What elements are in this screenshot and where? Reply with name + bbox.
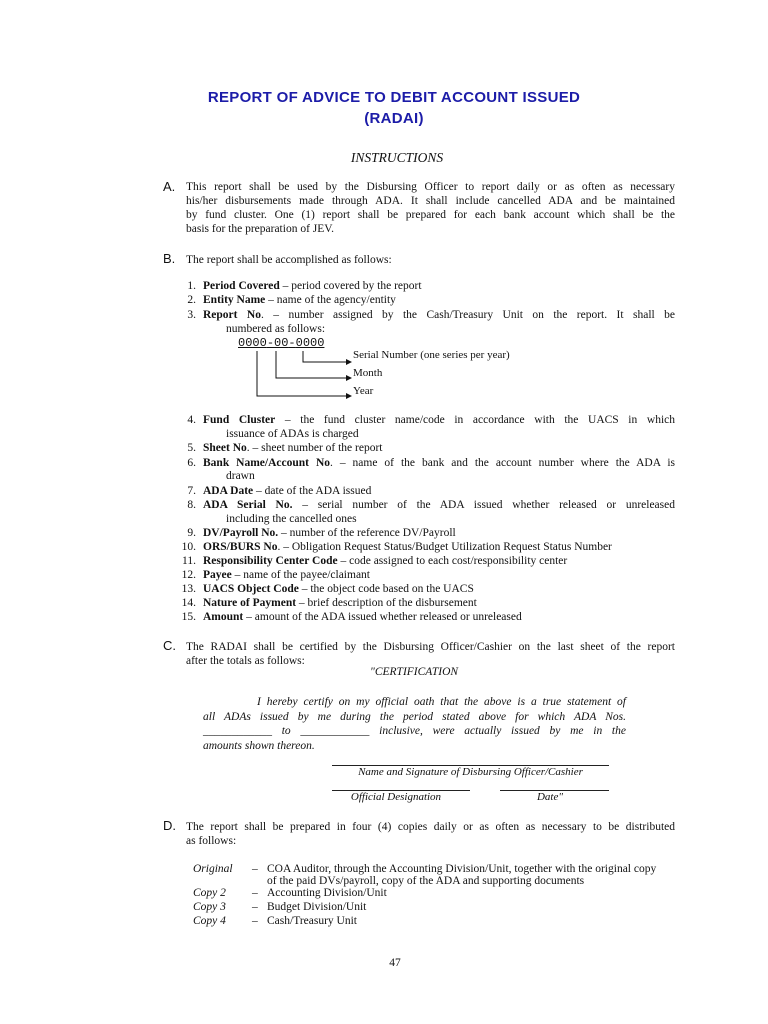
list-item-number: 15. — [181, 611, 196, 623]
distribution-copy: Copy 3 — [193, 901, 226, 913]
list-item-number: 5. — [187, 442, 196, 454]
distribution-copy: Original — [193, 863, 233, 875]
list-item-number: 12. — [181, 569, 196, 581]
list-item-term: Period Covered — [203, 280, 280, 292]
list-item-continuation: drawn — [226, 470, 255, 482]
list-item-number: 4. — [187, 414, 196, 426]
list-item-term: Sheet No — [203, 442, 247, 454]
distribution-dash: – — [252, 887, 258, 899]
list-item — [0, 484, 768, 498]
certification-heading: "CERTIFICATION — [370, 666, 459, 678]
list-item-number: 1. — [187, 280, 196, 292]
list-item-description: . – number assigned by the Cash/Treasury Unit on the report. It shall be — [260, 309, 676, 321]
list-item-term: DV/Payroll No. — [203, 527, 279, 539]
certification-line: I hereby certify on my official oath that the above is a true statement of — [257, 696, 626, 708]
serial-arrow — [303, 351, 351, 362]
section-d-paragraph — [186, 820, 675, 848]
format-year-label: Year — [353, 385, 374, 397]
list-item-description: – code assigned to each cost/responsibility center — [337, 555, 568, 567]
list-item-number: 11. — [182, 555, 196, 567]
format-month-label: Month — [353, 367, 383, 379]
section-d-line: as follows: — [186, 835, 237, 847]
section-c-line: after the totals as follows: — [186, 655, 305, 667]
list-item-number: 13. — [181, 583, 196, 595]
list-item — [0, 441, 768, 455]
date-label: Date" — [536, 791, 563, 803]
distribution-dash: – — [252, 901, 258, 913]
list-item-term: ADA Date — [203, 485, 254, 497]
list-item — [0, 456, 768, 470]
list-item — [0, 610, 768, 624]
list-item-description: – amount of the ADA issued whether released or unreleased — [243, 611, 522, 623]
list-item-description: – the fund cluster name/code in accordance with the UACS in which — [275, 414, 675, 426]
designation-label: Official Designation — [350, 791, 442, 803]
page-number: 47 — [389, 957, 401, 969]
list-item-number: 14. — [181, 597, 196, 609]
year-arrow — [257, 351, 351, 396]
section-b-intro: The report shall be accomplished as follows: — [186, 254, 392, 266]
list-item-term: ADA Serial No. — [203, 499, 293, 511]
month-arrow — [276, 351, 351, 378]
certification-line: ____________ to ____________ inclusive, were actually issued by me in the — [203, 725, 626, 737]
list-item-term: Nature of Payment — [203, 597, 297, 609]
format-year-code: 0000 — [238, 336, 267, 350]
distribution-dash: – — [252, 915, 258, 927]
list-item — [0, 498, 768, 512]
section-c-letter: C. — [163, 638, 176, 653]
list-item-term: Fund Cluster — [203, 414, 276, 426]
list-item-description: – period covered by the report — [279, 280, 422, 292]
list-item-term: Entity Name — [203, 294, 266, 306]
section-a-line: by fund cluster. One (1) report shall be prepared for each bank account which shall be the — [186, 209, 675, 221]
distribution-copy: Copy 2 — [193, 887, 226, 899]
list-item-term: Report No — [203, 309, 261, 321]
instructions-heading: INSTRUCTIONS — [350, 150, 444, 165]
distribution-description: Budget Division/Unit — [267, 901, 367, 913]
list-item-continuation: issuance of ADAs is charged — [226, 428, 359, 440]
list-item-term: Payee — [203, 569, 232, 581]
format-serial-code: 0000 — [295, 336, 325, 350]
section-c-paragraph — [186, 640, 675, 668]
list-item-description: . – Obligation Request Status/Budget Utilization Request Status Number — [277, 541, 612, 553]
list-item-description: – brief description of the disbursement — [296, 597, 477, 609]
list-item-continuation: including the cancelled ones — [226, 513, 357, 525]
list-item — [0, 554, 768, 568]
list-item — [0, 596, 768, 610]
list-item-term: Responsibility Center Code — [203, 555, 338, 567]
list-item-continuation: numbered as follows: — [226, 323, 326, 335]
certification-line: all ADAs issued by me during the period stated above for which ADA Nos. — [203, 710, 626, 723]
document-title-line2: (RADAI) — [364, 110, 424, 127]
section-d-letter: D. — [163, 818, 176, 833]
certification-body — [203, 695, 626, 753]
section-a-line: This report shall be used by the Disbursing Officer to report daily or as often as necessary — [186, 181, 675, 193]
certification-line: amounts shown thereon. — [203, 739, 315, 752]
format-dash: - — [288, 336, 296, 350]
section-a-letter: A. — [163, 179, 176, 194]
format-dash: - — [266, 336, 275, 350]
list-item — [0, 526, 768, 540]
format-month-code: 00 — [274, 336, 289, 350]
list-item-term: Bank Name/Account No — [203, 457, 331, 469]
list-item-number: 7. — [187, 485, 196, 497]
distribution-continuation: of the paid DVs/payroll, copy of the ADA and supporting documents — [267, 875, 585, 887]
list-item-term: ORS/BURS No — [203, 541, 278, 553]
list-item — [0, 540, 768, 554]
list-item-number: 9. — [187, 527, 196, 539]
list-item-description: . – name of the bank and the account number where the ADA is — [330, 457, 675, 469]
section-c-line: The RADAI shall be certified by the Disbursing Officer/Cashier on the last sheet of the report — [186, 641, 675, 653]
list-item-description: . – sheet number of the report — [246, 442, 383, 454]
list-item-term: Amount — [203, 611, 244, 623]
list-item — [0, 568, 768, 582]
distribution-dash: – — [252, 863, 258, 875]
section-b-letter: B. — [163, 251, 176, 266]
distribution-description: Cash/Treasury Unit — [267, 915, 357, 927]
distribution-copy: Copy 4 — [193, 915, 226, 927]
list-item-description: – name of the payee/claimant — [231, 569, 370, 581]
list-item-description: – number of the reference DV/Payroll — [278, 527, 456, 539]
list-item-description: – serial number of the ADA issued whether released or unreleased — [292, 499, 675, 511]
section-a-line: his/her disbursements made through ADA. It shall include cancelled ADA and be maintained — [186, 195, 675, 207]
list-item — [0, 413, 768, 427]
list-item-number: 8. — [187, 499, 196, 511]
list-item-number: 10. — [181, 541, 196, 553]
signature-label: Name and Signature of Disbursing Officer/Cashier — [358, 766, 583, 778]
section-d-line: The report shall be prepared in four (4) copies daily or as often as necessary to be distributed — [186, 821, 675, 833]
distribution-description: COA Auditor, through the Accounting Division/Unit, together with the original copy — [267, 863, 657, 875]
list-item-description: – date of the ADA issued — [253, 485, 372, 497]
format-serial-label: Serial Number (one series per year) — [353, 349, 510, 361]
list-item — [0, 582, 768, 596]
list-item-description: – the object code based on the UACS — [298, 583, 474, 595]
list-item-description: – name of the agency/entity — [265, 294, 396, 306]
document-title-line1: REPORT OF ADVICE TO DEBIT ACCOUNT ISSUED — [207, 89, 581, 106]
list-item-number: 6. — [187, 457, 196, 469]
list-item-number: 3. — [187, 309, 196, 321]
list-item-term: UACS Object Code — [203, 583, 299, 595]
distribution-description: Accounting Division/Unit — [267, 887, 387, 899]
list-item-number: 2. — [187, 294, 196, 306]
section-a-line: basis for the preparation of JEV. — [186, 223, 334, 235]
